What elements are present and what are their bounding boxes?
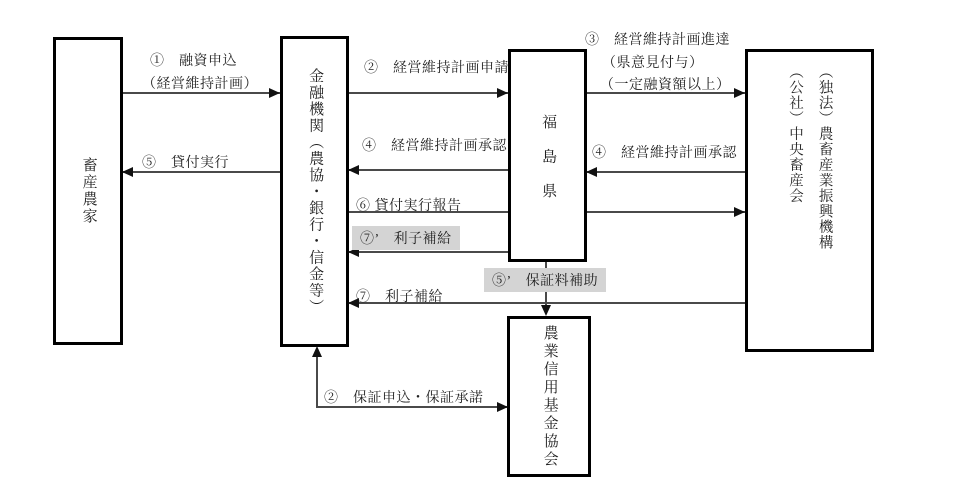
- flow-label-plan-application: ② 経営維持計画申請: [364, 61, 509, 76]
- flow-label-interest-subsidy-agency: ⑦ 利子補給: [356, 290, 443, 305]
- entity-box-livestock-farmer: [53, 37, 123, 345]
- flow-label-plan-approval-to-bank: ④ 経営維持計画承認: [362, 139, 507, 154]
- entity-label-financial-institution: 金融機関（農協・銀行・信金等）: [307, 67, 324, 316]
- arrowhead-right-loan-application: [269, 88, 280, 98]
- entity-label-fukushima-prefecture: 福島県: [540, 113, 557, 217]
- entity-box-agricultural-credit-fund: [507, 316, 591, 477]
- flow-line-interest-subsidy-pref: [348, 251, 508, 253]
- flow-label-plan-forwarding-line3: （一定融資額以上）: [600, 78, 731, 93]
- arrowhead-left-loan-execution: [122, 167, 133, 177]
- arrowhead-up-guarantee-acceptance: [312, 346, 322, 357]
- flow-line-guarantee-application-vertical: [316, 350, 318, 407]
- arrowhead-left-plan-approval-to-pref: [586, 167, 597, 177]
- flow-label-loan-application-line2: （経営維持計画）: [142, 77, 258, 92]
- flow-label-loan-execution-report: ⑥ 貸付実行報告: [356, 199, 462, 214]
- entity-box-fukushima-prefecture: [508, 49, 587, 262]
- flow-label-plan-approval-to-pref: ④ 経営維持計画承認: [592, 146, 737, 161]
- agency-label-jlia: （公社）中央畜産会: [787, 64, 803, 204]
- arrowhead-right-guarantee-application: [497, 402, 508, 412]
- flow-label-guarantee-fee-subsidy: ⑤’ 保証料補助: [484, 268, 606, 292]
- flow-label-interest-subsidy-pref: ⑦’ 利子補給: [352, 226, 460, 250]
- flow-label-plan-forwarding-line2: （県意見付与）: [602, 56, 704, 71]
- entity-label-livestock-farmer: 畜産農家: [80, 157, 97, 225]
- flow-line-plan-application: [348, 92, 508, 94]
- flow-label-loan-execution: ⑤ 貸付実行: [142, 156, 229, 171]
- arrowhead-right-plan-application: [497, 88, 508, 98]
- flow-line-plan-approval-to-pref: [586, 171, 745, 173]
- entity-box-financial-institution: [280, 36, 349, 347]
- entity-label-agricultural-credit-fund: 農業信用基金協会: [541, 324, 558, 469]
- arrowhead-right-plan-forwarding: [734, 88, 745, 98]
- arrowhead-down-guarantee-fee-subsidy: [541, 305, 551, 316]
- entity-box-central-livestock-agency: [745, 49, 874, 352]
- arrowhead-right-loan-execution-report: [734, 207, 745, 217]
- entity-label-central-livestock-agency: [748, 64, 871, 250]
- flow-label-plan-forwarding-line1: ③ 経営維持計画進達: [585, 33, 730, 48]
- flow-label-guarantee-application: ② 保証申込・保証承諾: [324, 391, 484, 406]
- arrowhead-left-plan-approval-to-bank: [348, 165, 359, 175]
- flow-line-plan-approval-to-bank: [348, 169, 508, 171]
- agency-label-alic: （独法）農畜産業振興機構: [816, 64, 833, 250]
- flow-label-loan-application-line1: ① 融資申込: [150, 54, 237, 69]
